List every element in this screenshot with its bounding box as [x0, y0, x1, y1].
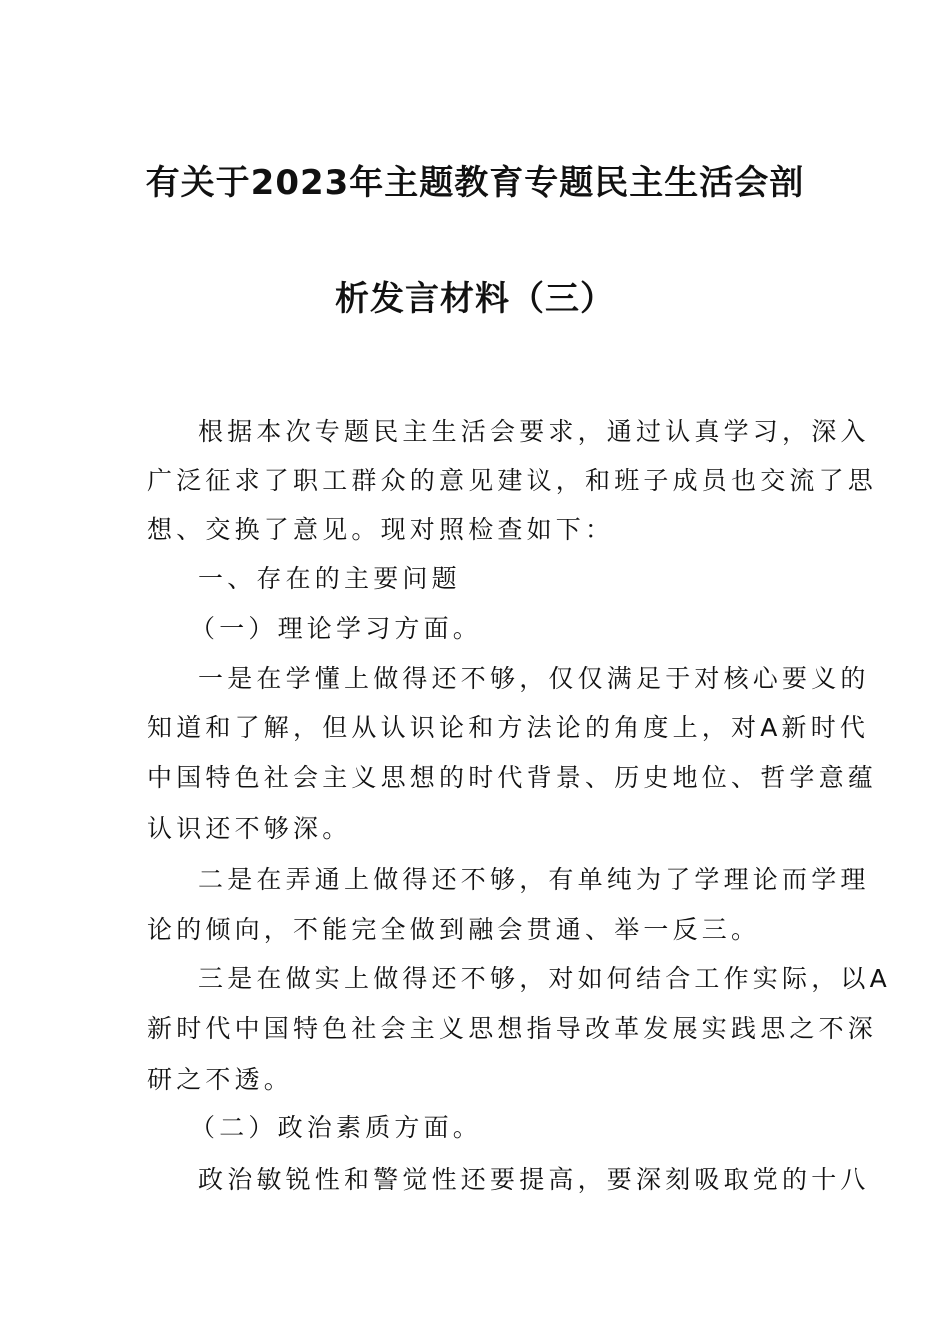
document-title-line-2: 析发言材料（三） — [335, 279, 615, 319]
paragraph-line: 新时代中国特色社会主义思想指导改革发展实践思之不深 — [147, 1014, 878, 1043]
paragraph-line: 论的倾向，不能完全做到融会贯通、举一反三。 — [147, 915, 761, 944]
section-heading: 一、存在的主要问题 — [198, 564, 461, 593]
document-title-line-1: 有关于2023年主题教育专题民主生活会剖 — [145, 163, 805, 203]
subsection-heading: （一）理论学习方面。 — [190, 614, 483, 643]
paragraph-line: 根据本次专题民主生活会要求，通过认真学习，深入 — [198, 417, 870, 446]
paragraph-line: 二是在弄通上做得还不够，有单纯为了学理论而学理 — [198, 865, 870, 894]
paragraph-line: 认识还不够深。 — [147, 814, 352, 843]
paragraph-line: 三是在做实上做得还不够，对如何结合工作实际，以A — [198, 964, 891, 993]
paragraph-line: 一是在学懂上做得还不够，仅仅满足于对核心要义的 — [198, 664, 870, 693]
subsection-heading: （二）政治素质方面。 — [190, 1113, 483, 1142]
paragraph-line: 研之不透。 — [147, 1065, 294, 1094]
paragraph-line: 知道和了解，但从认识论和方法论的角度上，对A新时代 — [147, 713, 870, 742]
paragraph-line: 广泛征求了职工群众的意见建议，和班子成员也交流了思 — [147, 466, 878, 495]
paragraph-line: 想、交换了意见。现对照检查如下： — [147, 515, 615, 544]
paragraph-line: 政治敏锐性和警觉性还要提高，要深刻吸取党的十八 — [198, 1165, 870, 1194]
paragraph-line: 中国特色社会主义思想的时代背景、历史地位、哲学意蕴 — [147, 763, 878, 792]
